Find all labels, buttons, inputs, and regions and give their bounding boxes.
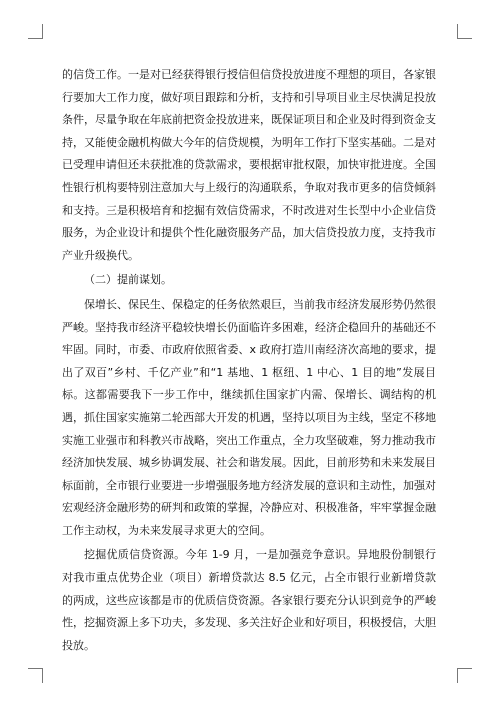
crop-mark-top-left <box>28 24 43 39</box>
crop-mark-bottom-right <box>457 668 472 683</box>
paragraph-quality-credit-resources: 挖掘优质信贷资源。今年 1-9 月，一是加强竞争意识。异地股份制银行对我市重点优势企业（项目）新增贷款达 8.5 亿元，占全市银行业新增贷款的两成，这些应该都是市的优质信贷资源。各家银行要充分认识到竞争的严峻性，挖掘资源上多下功夫，多发现、多关注好企业和好项目，积极授信，大胆投放。 <box>62 548 436 652</box>
paragraph-economic-situation: 保增长、保民生、保稳定的任务依然艰巨，当前我市经济发展形势仍然很严峻。坚持我市经济平稳较快增长仍面临许多困难，经济企稳回升的基础还不牢固。同时，市委、市政府依照省委、x 政府打造川南经济次高地的要求，提出了双百”乡村、千亿产业”和“1 基地、1 枢纽、1 中心、1 目的地”发展目标。这都需要我下一步工作中，继续抓住国家扩内需、保增长、调结构的机遇，抓住国家实施第二轮西部大开发的机遇，坚持以项目为主线，坚定不移地实施工业强市和科教兴市战略，突出工作重点，全力攻坚破难，努力推动我市经济加快发展、城乡协调发展、社会和谐发展。因此，目前形势和未来发展目标面前，全市银行业要进一步增强服务地方经济发展的意识和主动性，加强对宏观经济金融形势的研判和政策的掌握，冷静应对、积极准备，牢牢掌握金融工作主动权，为未来发展寻求更大的空间。 <box>62 297 436 537</box>
document-body <box>62 64 436 659</box>
crop-mark-top-right <box>457 24 472 39</box>
paragraph-credit-work: 的信贷工作。一是对已经获得银行授信但信贷投放进度不理想的项目，各家银行要加大工作力度，做好项目跟踪和分析，支持和引导项目业主尽快满足投放条件，尽量争取在年底前把资金投放进来，既保证项目和企业及时得到资金支持，又能使金融机构做大今年的信贷规模，为明年工作打下坚实基础。二是对已受理申请但还未获批准的贷款需求，要根据审批权限，加快审批进度。全国性银行机构要特别注意加大与上级行的沟通联系，争取对我市更多的信贷倾斜和支持。三是积极培育和挖掘有效信贷需求，不时改进对生长型中小企业信贷服务，为企业设计和提供个性化融资服务产品，加大信贷投放力度，支持我市产业升级换代。 <box>62 68 436 262</box>
crop-mark-bottom-left <box>28 668 43 683</box>
section-heading-advance-planning: （二）提前谋划。 <box>84 273 172 287</box>
